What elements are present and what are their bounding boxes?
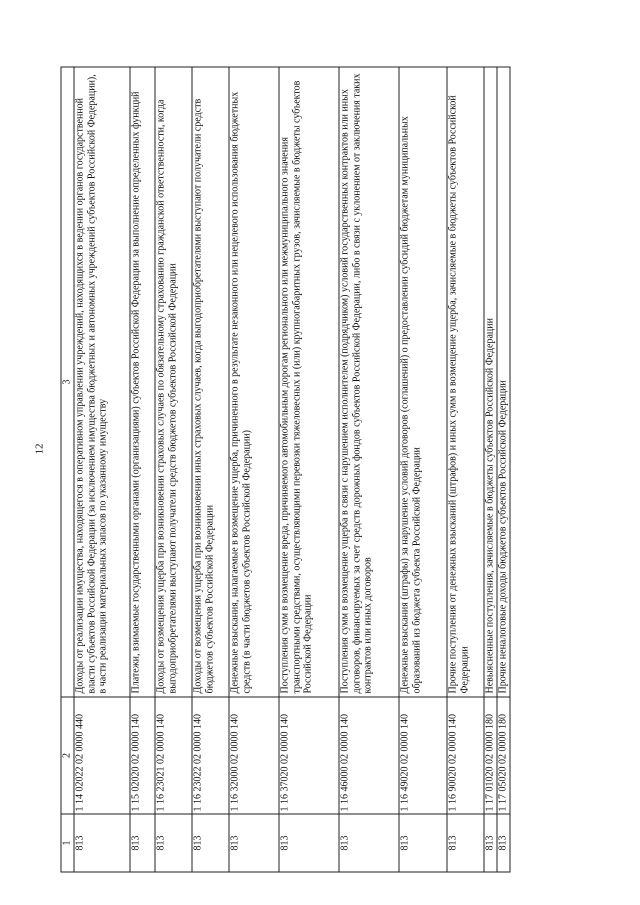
revenue-name-cell: Прочие поступления от денежных взысканий (штрафов) и иных сумм в возмещение ущерба, зачисляемые в бюджеты субъектов Российской Федерации [447, 67, 484, 697]
table-row [155, 67, 192, 872]
table-header-row [61, 67, 74, 872]
table-row [497, 67, 510, 872]
revenue-name-cell: Платежи, взимаемые государственными органами (организациями) субъектов Российской Федерации за выполнение определенных функций [130, 67, 155, 697]
revenue-codes-table [60, 66, 510, 872]
page-number: 12 [33, 443, 46, 455]
revenue-name-cell: Невыясненные поступления, зачисляемые в бюджеты субъектов Российской Федерации [484, 67, 497, 697]
revenue-name-cell: Прочие неналоговые доходы бюджетов субъектов Российской Федерации [497, 67, 510, 697]
table-row [74, 67, 130, 872]
revenue-name-cell: Поступления сумм в возмещение вреда, причиняемого автомобильным дорогам регионального или межмуниципального значения транспортными средствами, осуществляющими перевозки тяжеловесных и (или) крупногабаритных грузов, зачисляемые в бюджеты субъектов Российской Федерации [279, 67, 339, 697]
revenue-table-rotated [60, 67, 508, 872]
header-col-1: 1 [61, 814, 74, 872]
header-col-3: 3 [61, 67, 74, 697]
admin-code-cell: 813 [229, 814, 279, 872]
kbk-cell: 1 16 23022 02 0000 140 [192, 697, 229, 814]
kbk-cell: 1 16 46000 02 0000 140 [339, 697, 399, 814]
admin-code-cell: 813 [447, 814, 484, 872]
table-row [399, 67, 447, 872]
table-row [447, 67, 484, 872]
revenue-name-cell: Доходы от возмещения ущерба при возникновении страховых случаев по обязательному страхованию гражданской ответственности, когда выгодоприобретателями выступают получатели средств бюджетов субъектов Российской Федерации [155, 67, 192, 697]
admin-code-cell: 813 [130, 814, 155, 872]
kbk-cell: 1 16 90020 02 0000 140 [447, 697, 484, 814]
header-col-2: 2 [61, 697, 74, 814]
kbk-cell: 1 16 49020 02 0000 140 [399, 697, 447, 814]
admin-code-cell: 813 [339, 814, 399, 872]
table-row [484, 67, 497, 872]
revenue-name-cell: Доходы от реализации имущества, находящегося в оперативном управлении учреждений, находящихся в ведении органов государственной власти субъектов Российской Федерации (за исключением имущества бюджетных и автономных учреждений субъектов Российской Федерации), в части реализации материальных запасов по указанному имуществу [74, 67, 130, 697]
kbk-cell: 1 16 32000 02 0000 140 [229, 697, 279, 814]
admin-code-cell: 813 [74, 814, 130, 872]
table-row [229, 67, 279, 872]
admin-code-cell: 813 [497, 814, 510, 872]
revenue-name-cell: Доходы от возмещения ущерба при возникновении иных страховых случаев, когда выгодоприобретателями выступают получатели средств бюджетов субъектов Российской Федерации [192, 67, 229, 697]
kbk-cell: 1 16 37020 02 0000 140 [279, 697, 339, 814]
kbk-cell: 1 15 02020 02 0000 140 [130, 697, 155, 814]
admin-code-cell: 813 [192, 814, 229, 872]
revenue-table-container [60, 67, 508, 872]
table-row [192, 67, 229, 872]
admin-code-cell: 813 [399, 814, 447, 872]
kbk-cell: 1 14 02022 02 0000 440 [74, 697, 130, 814]
revenue-name-cell: Денежные взыскания, налагаемые в возмещение ущерба, причиненного в результате незаконного или нецелевого использования бюджетных средств (в части бюджетов субъектов Российской Федерации) [229, 67, 279, 697]
admin-code-cell: 813 [484, 814, 497, 872]
revenue-name-cell: Денежные взыскания (штрафы) за нарушение условий договоров (соглашений) о предоставлении субсидий бюджетам муниципальных образований из бюджета субъекта Российской Федерации [399, 67, 447, 697]
kbk-cell: 1 17 05020 02 0000 180 [497, 697, 510, 814]
kbk-cell: 1 17 01020 02 0000 180 [484, 697, 497, 814]
table-row [279, 67, 339, 872]
admin-code-cell: 813 [279, 814, 339, 872]
kbk-cell: 1 16 23021 02 0000 140 [155, 697, 192, 814]
admin-code-cell: 813 [155, 814, 192, 872]
table-row [339, 67, 399, 872]
table-row [130, 67, 155, 872]
revenue-name-cell: Поступления сумм в возмещение ущерба в связи с нарушением исполнителем (подрядчиком) условий государственных контрактов или иных договоров, финансируемых за счет средств дорожных фондов субъектов Российской Федерации, либо в связи с уклонением от заключения таких контрактов или иных договоров [339, 67, 399, 697]
